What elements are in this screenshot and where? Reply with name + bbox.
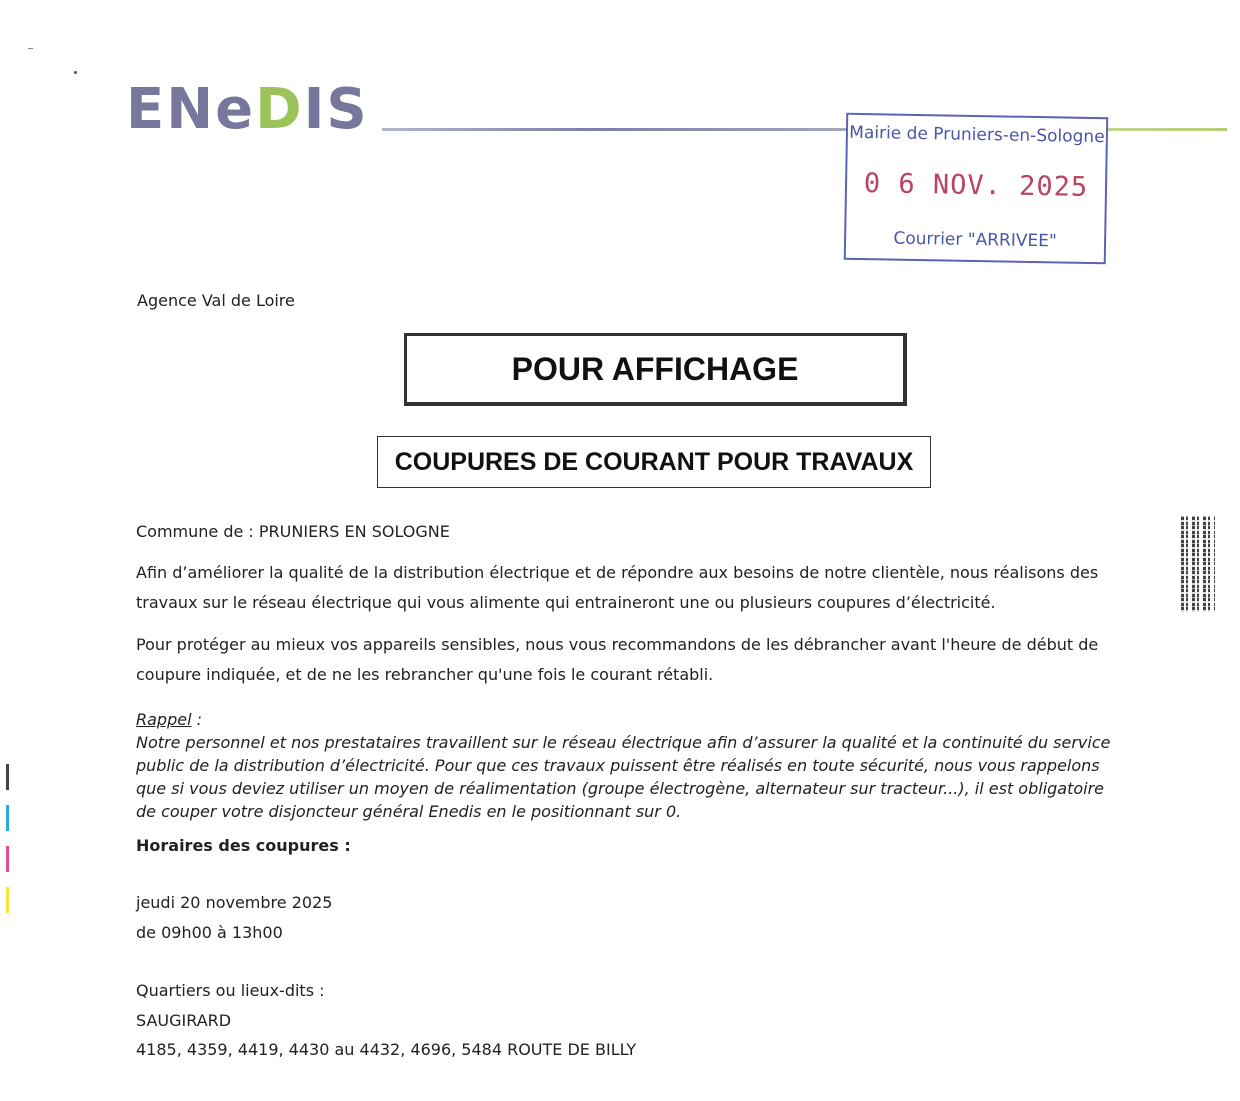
reception-stamp [844,113,1109,265]
scan-speck [74,71,77,74]
reminder-section [136,708,1111,823]
registration-mark-cyan [6,805,9,831]
stamp-town: Mairie de Pruniers-en-Sologne [849,122,1105,148]
registration-mark-magenta [6,846,9,872]
intro-paragraph: Afin d’améliorer la qualité de la distribution électrique et de répondre aux besoins de notre clientèle, nous réalisons des travaux sur le réseau électrique qui vous alimente qui entraineront une ou plusieurs coupures d’électricité. [136,563,1099,612]
location-name: SAUGIRARD [136,1011,232,1030]
reminder-text: Notre personnel et nos prestataires travaillent sur le réseau électrique afin d’assurer la qualité et la continuité du service public de la distribution d’électricité. Pour que ces travaux puissent être réalisés en toute sécurité, nous vous rappelons que si vous deviez utiliser un moyen de réalimentation (groupe électrogène, alternateur sur tracteur...), il est obligatoire de couper votre disjoncteur général Enedis en le positionnant sur 0. [136,733,1111,821]
scan-speck [28,48,33,49]
location-addresses: 4185, 4359, 4419, 4430 au 4432, 4696, 5484 ROUTE DE BILLY [136,1040,637,1059]
schedule-heading: Horaires des coupures : [136,836,351,855]
display-title: POUR AFFICHAGE [511,350,799,387]
registration-mark-yellow [6,887,9,913]
subtitle: COUPURES DE COURANT POUR TRAVAUX [394,447,914,476]
datamatrix-pattern [1181,516,1215,612]
display-title-box [404,333,907,406]
subtitle-box [377,436,931,488]
stamp-label: Courrier "ARRIVEE" [893,228,1057,252]
locations-heading: Quartiers ou lieux-dits : [136,981,325,1000]
reminder-title-suffix: : [191,710,203,729]
stamp-date: 0 6 NOV. 2025 [863,168,1089,203]
commune-line: Commune de : PRUNIERS EN SOLOGNE [136,522,450,541]
reminder-title: Rappel [136,710,192,729]
registration-mark-black [6,764,9,790]
advice-paragraph: Pour protéger au mieux vos appareils sensibles, nous vous recommandons de les débrancher avant l'heure de début de coupure indiquée, et de ne les rebrancher qu'une fois le courant rétabli. [136,635,1099,684]
schedule-time: de 09h00 à 13h00 [136,923,283,942]
schedule-date: jeudi 20 novembre 2025 [136,893,333,912]
enedis-logo: ENeDIS [126,77,369,142]
agency-name: Agence Val de Loire [137,291,295,310]
